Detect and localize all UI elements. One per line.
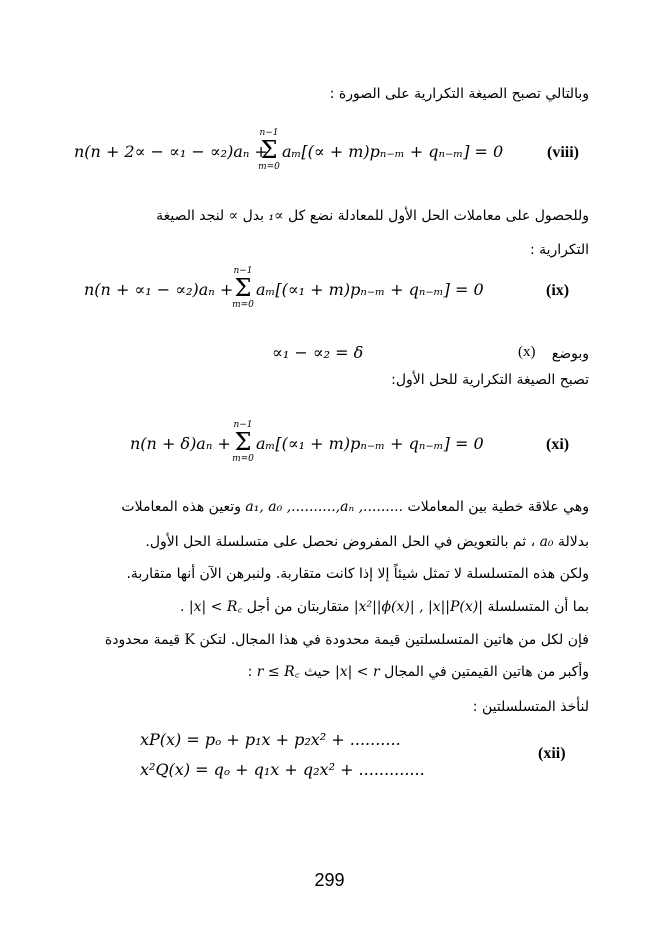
period: . (179, 599, 185, 615)
K-symbol: K (184, 632, 196, 648)
text-line-11b: حيث (303, 664, 331, 680)
coefficients-list: a₁, a₀ ,..........,aₙ ,......... (245, 499, 404, 515)
sum-lower-limit: m=0 (232, 300, 254, 310)
equation-xi-left: n(n + δ)aₙ + (130, 434, 231, 453)
text-line-9 (180, 597, 589, 617)
sum-upper-limit: n−1 (233, 266, 253, 276)
text-line-6 (121, 497, 589, 517)
text-line-10a: فإن لكل من هاتين المتسلسلتين قيمة محدودة في هذا المجال. لتكن (199, 632, 589, 648)
alpha-symbol: ∝ (228, 208, 239, 224)
delta-definition: ∝₁ − ∝₂ = δ (272, 343, 364, 362)
text-line-11a: وأكبر من هاتين القيمتين في المجال (384, 664, 589, 680)
equation-ix-right: aₘ[(∝₁ + m)pₙ₋ₘ + qₙ₋ₘ] = 0 (256, 280, 484, 299)
text-line-11 (248, 662, 589, 682)
text-line-7 (145, 532, 589, 552)
equation-xii-line1: xP(x) = pₒ + p₁x + p₂x² + .......... (140, 730, 401, 749)
text-line-3: التكرارية : (529, 242, 589, 258)
equation-label-xii: (xii) (538, 745, 566, 762)
text-line-6a: وهي علاقة خطية بين المعاملات (407, 499, 589, 515)
abs-xP: |x||P(x)| (427, 599, 483, 615)
text-line-5: تصبح الصيغة التكرارية للحل الأول: (391, 372, 589, 388)
text-line-2c: لنجد الصيغة (156, 208, 225, 224)
text-line-9a: بما أن المتسلسلة (487, 599, 589, 615)
abs-x2phi: |x²||ϕ(x)| (353, 599, 415, 615)
text-line-9b: متقاربتان من أجل (246, 599, 350, 615)
text-line-7b: ، ثم بالتعويض في الحل المفروض نحصل على متسلسلة الحل الأول. (145, 534, 536, 550)
text-line-12: لنأخذ المتسلسلتين : (472, 699, 589, 715)
equation-viii-left: n(n + 2∝ − ∝₁ − ∝₂)aₙ + (74, 142, 268, 161)
condition-radius: |x| < R꜀ (188, 599, 243, 615)
equation-label-viii: (viii) (547, 144, 579, 161)
text-line-1: وبالتالي تصبح الصيغة التكرارية على الصورة : (329, 86, 589, 102)
equation-label-xi: (xi) (546, 436, 570, 453)
text-line-10 (105, 630, 589, 650)
condition-r: |x| < r (335, 664, 380, 680)
summation-xi (232, 420, 254, 464)
text-line-6b: وتعين هذه المعاملات (121, 499, 241, 515)
text-line-2 (156, 206, 589, 226)
equation-label-ix: (ix) (546, 282, 570, 299)
sum-lower-limit: m=0 (232, 454, 254, 464)
equation-xii-line2: x²Q(x) = qₒ + q₁x + q₂x² + ............. (140, 760, 425, 779)
page-number: 299 (314, 870, 345, 890)
alpha1-symbol: ∝₁ (268, 208, 284, 224)
summation-viii (258, 128, 280, 172)
sum-sign: Σ (234, 274, 252, 302)
a0-symbol: a₀ (539, 534, 554, 550)
sum-sign: Σ (234, 428, 252, 456)
sum-upper-limit: n−1 (233, 420, 253, 430)
sum-lower-limit: m=0 (258, 162, 280, 172)
text-line-8: ولكن هذه المتسلسلة لا تمثل شيئاً إلا إذا كانت متقاربة. ولنبرهن الآن أنها متقاربة. (126, 566, 589, 582)
text-line-2b: بدل (242, 208, 264, 224)
colon: : (247, 664, 253, 680)
equation-viii-right: aₘ[(∝ + m)pₙ₋ₘ + qₙ₋ₘ] = 0 (282, 142, 504, 161)
equation-xi-right: aₘ[(∝₁ + m)pₙ₋ₘ + qₙ₋ₘ] = 0 (256, 434, 484, 453)
condition-r-Rc: r ≤ R꜀ (256, 664, 300, 680)
text-line-7a: بدلالة (557, 534, 589, 550)
summation-ix (232, 266, 254, 310)
text-line-4: وبوضع (551, 346, 589, 362)
text-line-2a: وللحصول على معاملات الحل الأول للمعادلة نضع كل (288, 208, 589, 224)
comma: , (419, 599, 424, 615)
text-line-10b: قيمة محدودة (104, 632, 181, 648)
equation-ix-left: n(n + ∝₁ − ∝₂)aₙ + (84, 280, 234, 299)
sum-sign: Σ (260, 136, 278, 164)
sum-upper-limit: n−1 (259, 128, 279, 138)
equation-label-x: (x) (518, 344, 536, 360)
